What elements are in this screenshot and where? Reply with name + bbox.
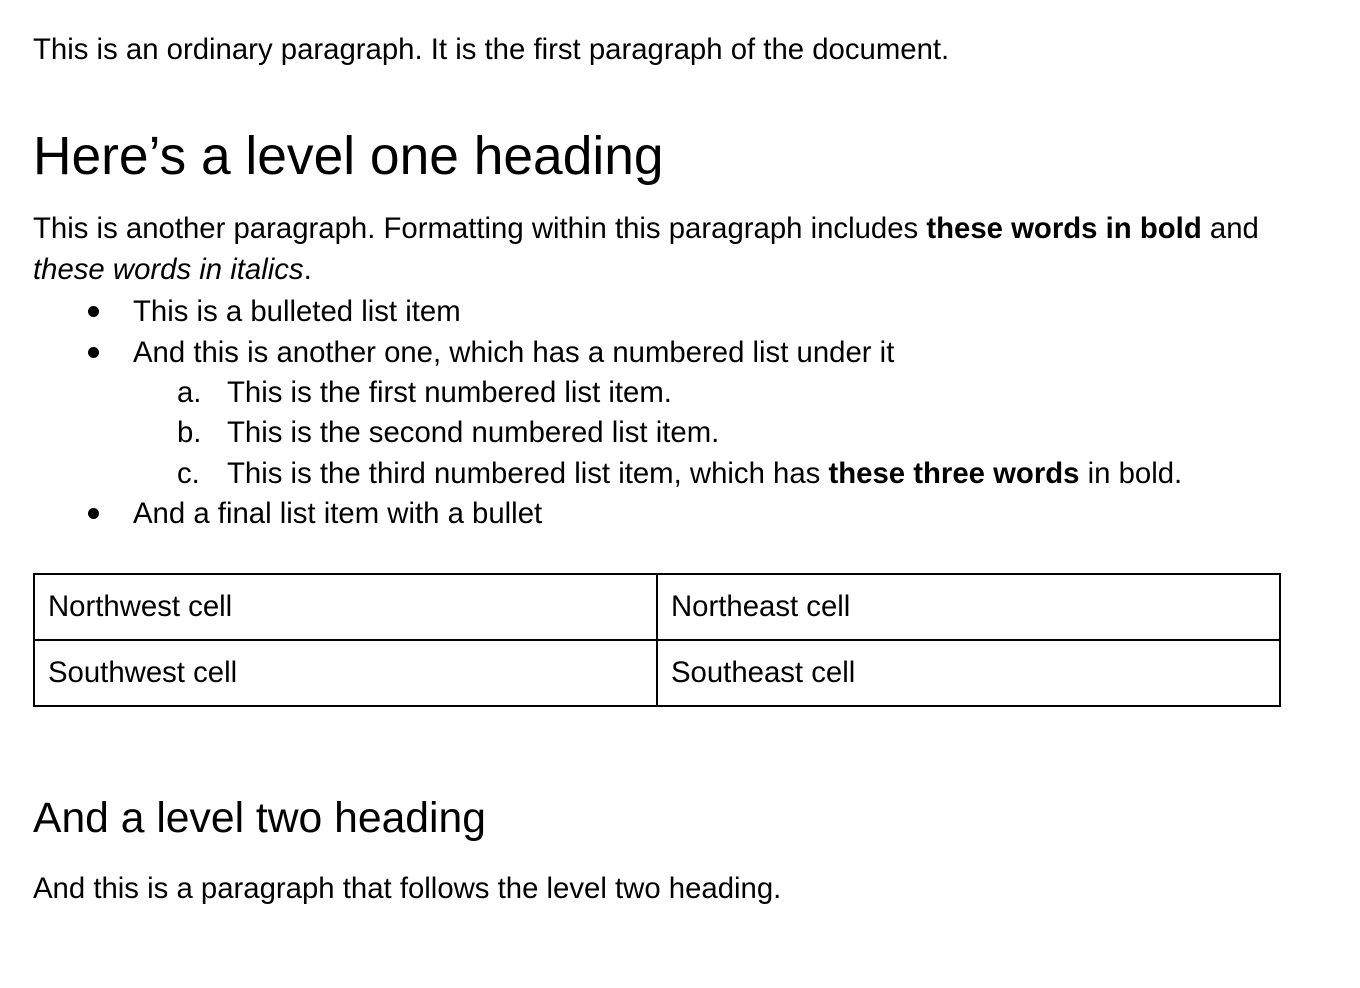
table-row bbox=[34, 640, 1280, 706]
numbered-list-marker: a. bbox=[177, 376, 202, 410]
formatted-paragraph bbox=[33, 209, 1280, 290]
bulleted-list bbox=[33, 292, 1280, 534]
document-body bbox=[33, 30, 1280, 909]
list-item-text: This is the third numbered list item, which has bbox=[227, 456, 829, 490]
paragraph-text: . bbox=[303, 252, 312, 286]
list-item-text: And this is another one, which has a numbered list under it bbox=[133, 335, 895, 369]
bold-text: these three words bbox=[828, 456, 1080, 490]
italic-text: these words in italics bbox=[33, 252, 304, 286]
bullet-icon bbox=[88, 508, 99, 519]
bullet-icon bbox=[88, 347, 99, 358]
document-table bbox=[33, 573, 1281, 708]
table-cell-southwest: Southwest cell bbox=[34, 640, 657, 706]
list-item-text: in bold. bbox=[1079, 456, 1183, 490]
list-item bbox=[33, 292, 1280, 332]
paragraph-text: and bbox=[1201, 212, 1259, 246]
table-cell-northeast: Northeast cell bbox=[657, 574, 1280, 640]
list-item bbox=[33, 494, 1280, 534]
closing-paragraph: And this is a paragraph that follows the level two heading. bbox=[33, 871, 782, 905]
intro-paragraph: This is an ordinary paragraph. It is the first paragraph of the document. bbox=[33, 33, 950, 66]
paragraph-text: This is another paragraph. Formatting within this paragraph includes bbox=[33, 212, 927, 246]
bold-text: these words in bold bbox=[926, 212, 1202, 246]
table-cell-southeast: Southeast cell bbox=[657, 640, 1280, 706]
list-item-text: This is a bulleted list item bbox=[133, 295, 461, 329]
numbered-list-item bbox=[33, 373, 1280, 413]
numbered-list-marker: c. bbox=[177, 456, 200, 490]
list-item-text: This is the second numbered list item. bbox=[227, 416, 720, 450]
list-item-text: And a final list item with a bullet bbox=[133, 497, 543, 531]
level-one-heading: Here’s a level one heading bbox=[33, 127, 664, 187]
numbered-list-item bbox=[33, 413, 1280, 453]
table-cell-northwest: Northwest cell bbox=[34, 574, 657, 640]
numbered-list-marker: b. bbox=[177, 416, 202, 450]
level-two-heading: And a level two heading bbox=[33, 794, 486, 843]
table-row bbox=[34, 574, 1280, 640]
bullet-icon bbox=[88, 306, 99, 317]
list-item-text: This is the first numbered list item. bbox=[227, 376, 672, 410]
list-item bbox=[33, 333, 1280, 373]
numbered-list-item bbox=[33, 454, 1280, 494]
